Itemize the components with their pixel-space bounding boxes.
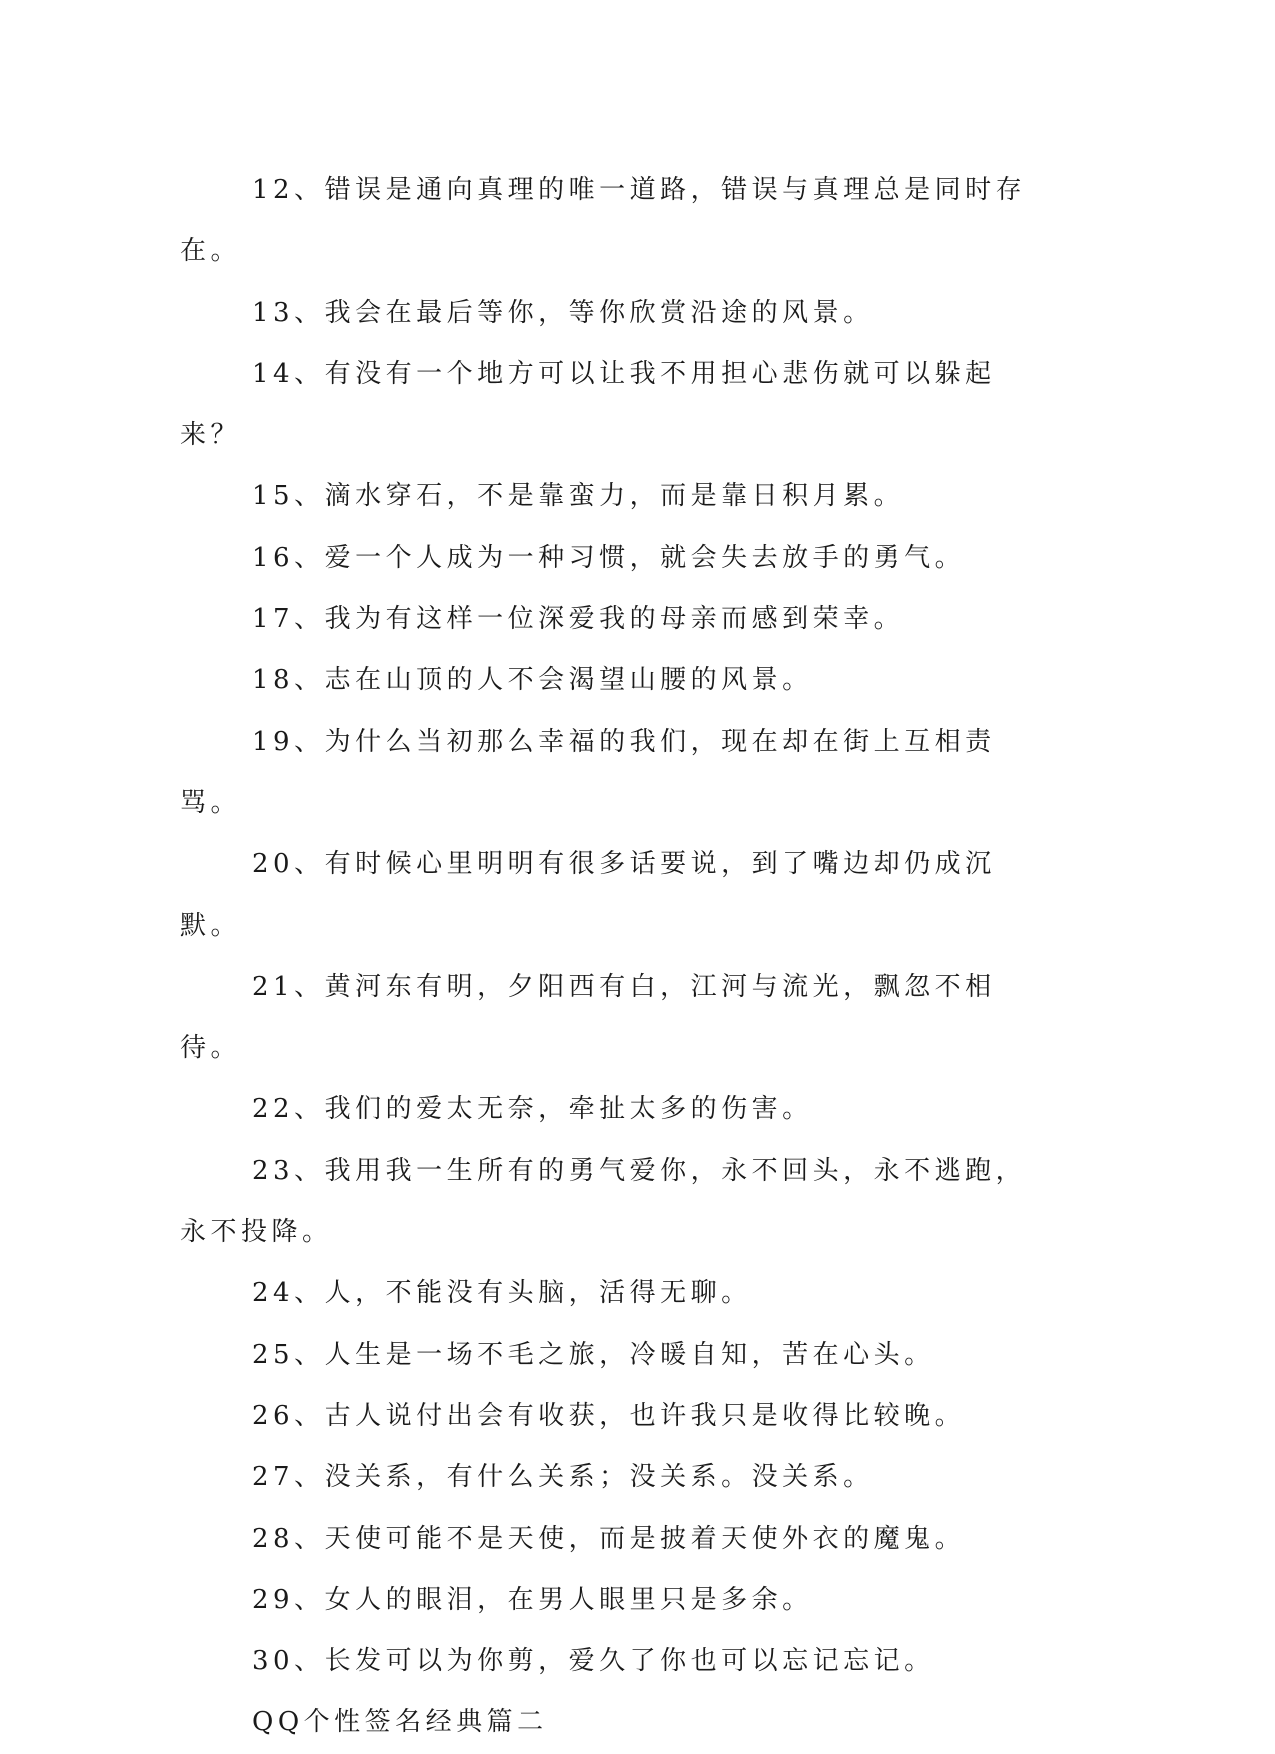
list-item: 25、人生是一场不毛之旅，冷暖自知，苦在心头。 [252,1339,935,1370]
list-item: 20、有时候心里明明有很多话要说，到了嘴边却仍成沉默。 [180,849,996,941]
list-item: 15、滴水穿石，不是靠蛮力，而是靠日积月累。 [252,481,905,512]
section-heading: QQ个性签名经典篇二 [252,1707,548,1738]
list-item: 17、我为有这样一位深爱我的母亲而感到荣幸。 [252,604,905,635]
list-item: 27、没关系，有什么关系；没关系。没关系。 [252,1462,874,1493]
list-item: 28、天使可能不是天使，而是披着天使外衣的魔鬼。 [252,1523,966,1554]
list-item: 14、有没有一个地方可以让我不用担心悲伤就可以躲起来？ [180,358,996,451]
list-item: 29、女人的眼泪，在男人眼里只是多余。 [252,1584,813,1615]
list-item: 19、为什么当初那么幸福的我们，现在却在街上互相责骂。 [180,726,996,818]
list-item: 21、黄河东有明，夕阳西有白，江河与流光，飘忽不相待。 [180,971,996,1064]
document-body [180,160,1050,1754]
list-item: 18、志在山顶的人不会渴望山腰的风景。 [252,665,813,696]
list-item: 23、我用我一生所有的勇气爱你，永不回头，永不逃跑，永不投降。 [180,1155,1027,1248]
list-item: 16、爱一个人成为一种习惯，就会失去放手的勇气。 [252,542,966,573]
list-item: 24、人，不能没有头脑，活得无聊。 [252,1278,752,1309]
list-item: 13、我会在最后等你，等你欣赏沿途的风景。 [252,297,874,328]
list-item: 26、古人说付出会有收获，也许我只是收得比较晚。 [252,1400,966,1431]
list-item: 22、我们的爱太无奈，牵扯太多的伤害。 [252,1094,813,1125]
list-item: 30、长发可以为你剪，爱久了你也可以忘记忘记。 [252,1646,935,1677]
list-item: 12、错误是通向真理的唯一道路，错误与真理总是同时存在。 [180,175,1027,267]
